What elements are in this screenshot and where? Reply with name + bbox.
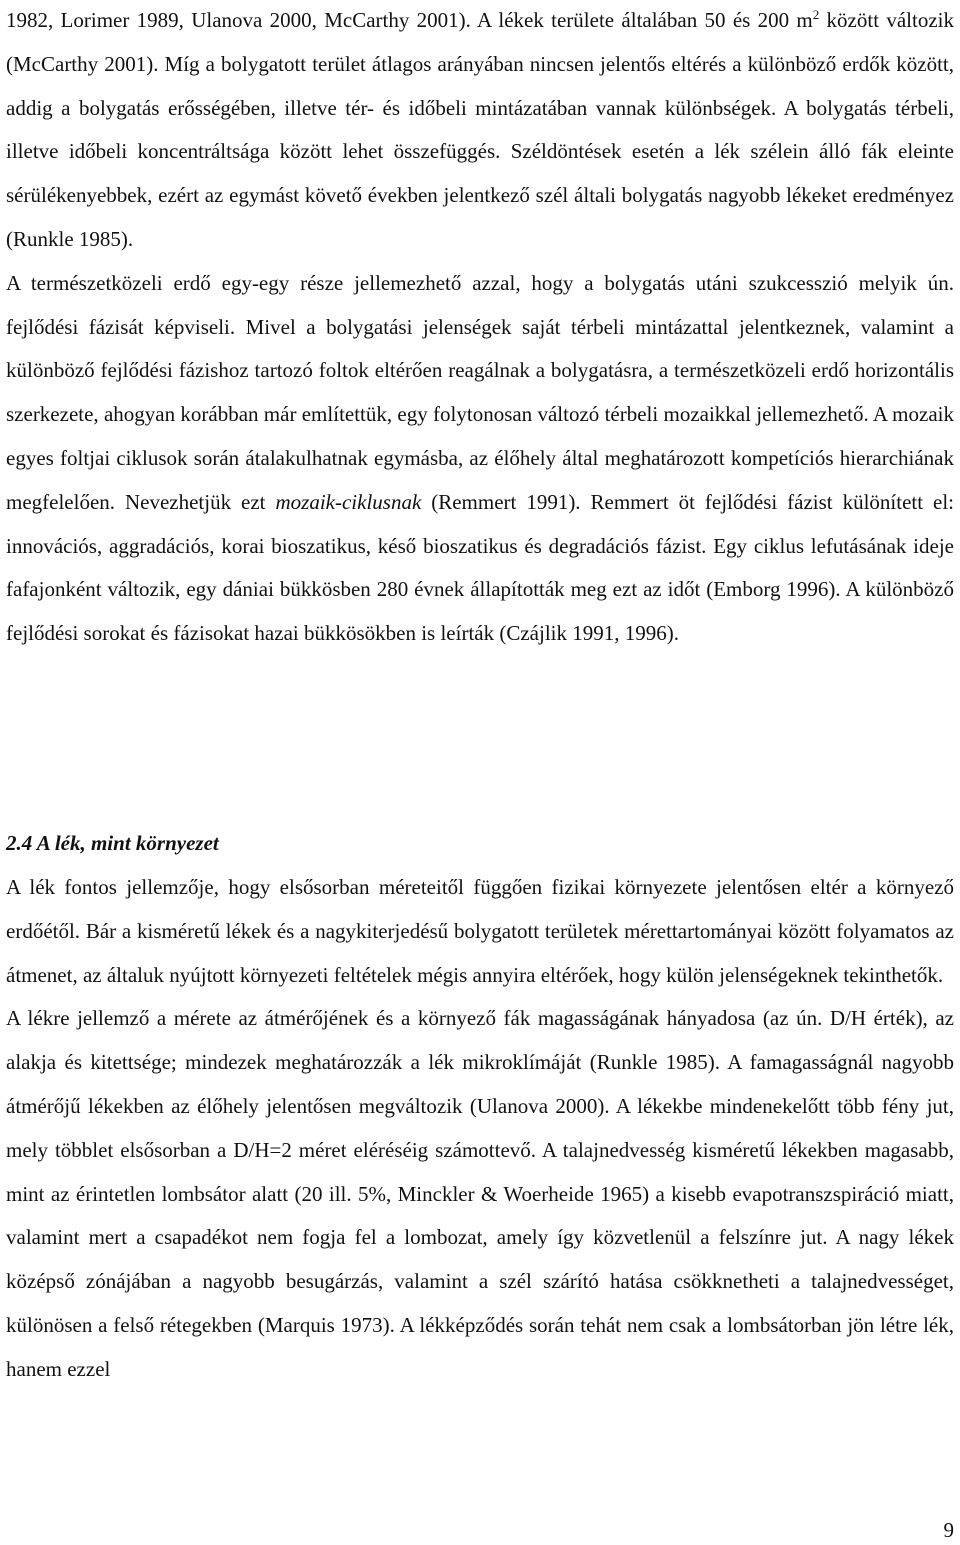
paragraph-text: A természetközeli erdő egy-egy része jellemezhető azzal, hogy a bolygatás utáni szukcesszió melyik ún. fejlődési fázisát képviseli. Mivel a bolygatási jelenségek saját térbeli mintázattal jelentkeznek, valamint a különböző fejlődési fázishoz tartozó foltok eltérően reagálnak a bolygatásra, a természetközeli erdő horizontális szerkezete, ahogyan korábban már említettük, egy folytonosan változó térbeli mozaikkal jellemezhető. A mozaik egyes foltjai ciklusok során átalakulhatnak egymásba, az élőhely által meghatározott kompetíciós hierarchiának megfelelően. Nevezhetjük ezt xyxy=(6,270,954,514)
paragraph-mosaic-cycle xyxy=(6,262,954,656)
section-title: A lék, mint környezet xyxy=(32,831,219,855)
italic-term: mozaik-ciklusnak xyxy=(275,489,422,514)
section-number: 2.4 xyxy=(6,831,33,855)
page-number: 9 xyxy=(943,1518,954,1542)
paragraph-gap-environment: A lék fontos jellemzője, hogy elsősorban méreteitől függően fizikai környezete jelentősen eltér a környező erdőétől. Bár a kisméretű lékek és a nagykiterjedésű bolygatott területek mérettartományai között folyamatos az átmenet, az általuk nyújtott környezeti feltételek mégis annyira eltérőek, hogy külön jelenségeknek tekinthetők. xyxy=(6,875,954,987)
text-block-intro xyxy=(6,0,954,656)
paragraph-text: 1982, Lorimer 1989, Ulanova 2000, McCarthy 2001). A lékek területe általában 50 és 200 m xyxy=(6,8,813,32)
section-heading xyxy=(6,822,219,866)
text-block-section xyxy=(6,866,954,1392)
paragraph-disturbance xyxy=(6,0,954,262)
superscript: 2 xyxy=(812,7,820,22)
paragraph-gap-microclimate: A lékre jellemző a mérete az átmérőjének és a környező fák magasságának hányadosa (az ún. D/H érték), az alakja és kitettsége; mindezek meghatározzák a lék mikroklímáját (Runkle 1985). A famagasságnál nagyobb átmérőjű lékekben az élőhely jelentősen megváltozik (Ulanova 2000). A lékekbe mindenekelőtt több fény jut, mely többlet elsősorban a D/H=2 méret eléréséig számottevő. A talajnedvesség kisméretű lékekben magasabb, mint az érintetlen lombsátor alatt (20 ill. 5%, Minckler & Woerheide 1965) a kisebb evapotranszspiráció miatt, valamint mert a csapadékot nem fogja fel a lombozat, amely így közvetlenül a felszínre jut. A nagy lékek középső zónájában a nagyobb besugárzás, valamint a szél szárító hatása csökknetheti a talajnedvességet, különösen a felső rétegekben (Marquis 1973). A lékképződés során tehát nem csak a lombsátorban jön létre lék, hanem ezzel xyxy=(6,1006,954,1381)
paragraph-text: (Remmert 1991). Remmert öt fejlődési fázist különített el: innovációs, aggradációs, korai bioszatikus, késő bioszatikus és degradációs fázist. Egy ciklus lefutásának ideje fafajonként változik, egy dániai bükkösben 280 évnek állapították meg ezt az időt (Emborg 1996). A különböző fejlődési sorokat és fázisokat hazai bükkösökben is leírták (Czájlik 1991, 1996). xyxy=(6,489,955,646)
paragraph-text: között változik (McCarthy 2001). Míg a bolygatott terület átlagos arányában nincsen jelentős eltérés a különböző erdők között, addig a bolygatás erősségében, illetve tér- és időbeli mintázatában vannak különbségek. A bolygatás térbeli, illetve időbeli koncentráltsága között lehet összefüggés. Széldöntések esetén a lék szélein álló fák eleinte sérülékenyebbek, ezért az egymást követő években jelentkező szél általi bolygatás nagyobb lékeket eredményez (Runkle 1985). xyxy=(6,8,954,251)
